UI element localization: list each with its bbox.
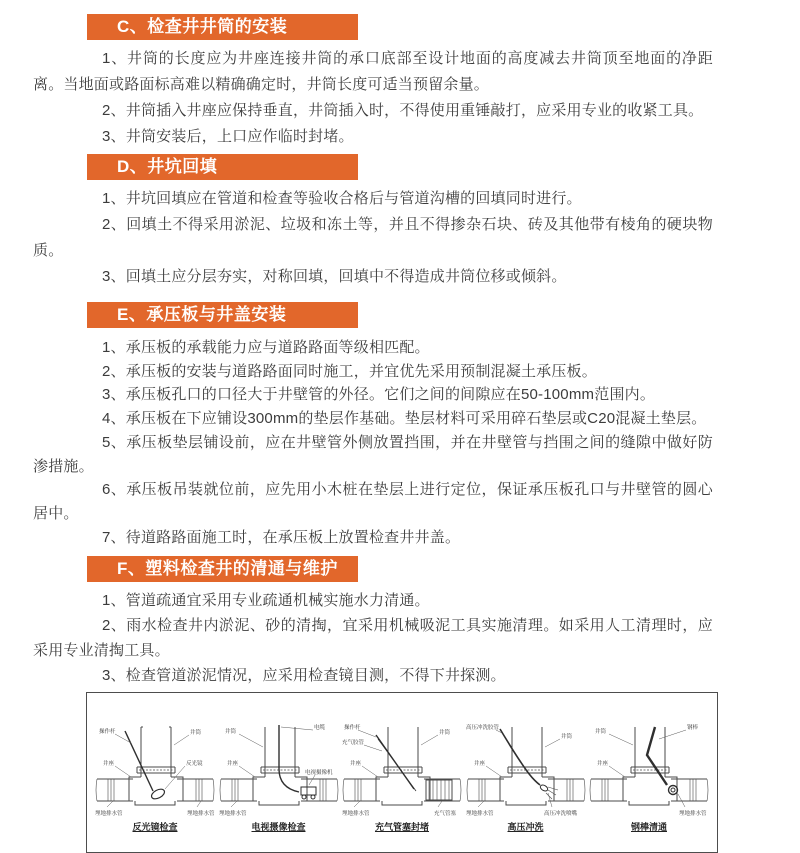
section-d-title: D、井坑回填 [117,157,218,176]
section-f-item-2: 2、雨水检查井内淤泥、砂的清掏，宜采用机械吸泥工具实施清理。如采用人工清理时，应采用专业清掏工具。 [33,617,713,660]
diagram-label: 高压冲洗喷嘴 [543,811,577,818]
diagram-label: 埋地排水管 [679,811,707,818]
mirror-inspection-drawing [95,717,215,819]
diagram-label: 井筒 [560,734,572,741]
diagram-label: 钢棒 [687,725,699,732]
diagram-label: 井座 [473,761,485,768]
diagram-label: 井座 [350,761,362,768]
diagram-label: 电缆 [313,725,325,732]
diagram-air-plug-sealing [342,717,462,833]
section-d-item-3: 3、回填土应分层夯实，对称回填，回填中不得造成井筒位移或倾斜。 [102,268,567,285]
section-f-item-1: 1、管道疏通宜采用专业疏通机械实施水力清通。 [102,592,430,610]
diagram-label: 井座 [597,761,609,768]
section-d-item-1: 1、井坑回填应在管道和检查等验收合格后与管道沟槽的回填同时进行。 [102,190,582,207]
diagram-label: 井座 [226,761,238,768]
diagram-label: 操作杆 [344,725,361,732]
tv-camera-inspection-drawing [219,717,339,819]
steel-rod-clearing-drawing [589,717,709,819]
air-plug-sealing-drawing [342,717,462,819]
diagram-caption: 充气管塞封堵 [374,822,429,833]
section-c-body [33,46,713,150]
diagram-high-pressure-flushing [466,717,586,833]
section-c-item-2: 2、井筒插入井座应保持垂直，井筒插入时，不得使用重锤敲打，应采用专业的收紧工具。 [102,102,704,119]
diagram-label: 充气管塞 [434,811,457,818]
section-d-item-2: 2、回填土不得采用淤泥、垃圾和冻土等，并且不得掺杂石块、砖及其他带有棱角的硬块物质。 [33,216,713,259]
diagram-label: 井筒 [190,730,202,737]
document-content [33,14,713,853]
section-f-body [33,588,713,688]
section-e-item-5: 5、承压板垫层铺设前，应在井壁管外侧放置挡围，并在井壁管与挡围之间的缝隙中做好防渗措施。 [33,433,713,475]
diagram-label: 操作杆 [99,729,116,736]
diagram-label: 埋地排水管 [218,811,247,818]
diagram-caption: 高压冲洗 [507,822,544,833]
maintenance-methods-figure [86,692,718,853]
diagram-caption: 电视摄像检查 [251,822,306,833]
high-pressure-flushing-drawing [466,717,586,819]
section-c-item-1: 1、井筒的长度应为井座连接井筒的承口底部至设计地面的高度减去井筒顶至地面的净距离。当地面或路面标高难以精确确定时，井筒长度可适当预留余量。 [33,50,713,93]
diagram-label: 井座 [103,761,115,768]
section-c-title: C、检查井井筒的安装 [117,17,288,36]
diagram-steel-rod-clearing [589,717,709,833]
diagram-label: 电视摄像机 [304,770,333,777]
section-c-header [87,14,358,40]
diagram-label: 充气胶管 [342,740,365,747]
section-e-body [33,336,713,549]
diagram-label: 埋地排水管 [95,811,123,818]
document-page [0,14,800,852]
section-e-header [87,302,358,328]
diagram-label: 埋地排水管 [187,811,215,818]
diagram-label: 井筒 [224,729,236,736]
section-e-item-3: 3、承压板孔口的口径大于井壁管的外径。它们之间的间隙应在50-100mm范围内。 [102,386,656,404]
diagram-caption: 反光镜检查 [132,822,178,833]
diagram-caption: 钢棒清通 [630,822,667,833]
section-c-item-3: 3、井筒安装后，上口应作临时封堵。 [102,128,354,145]
section-f-title: F、塑料检查井的清通与维护 [117,559,338,579]
section-e-item-2: 2、承压板的安装与道路路面同时施工，并宜优先采用预制混凝土承压板。 [102,362,597,380]
section-d-header [87,154,358,180]
diagram-label: 井筒 [439,730,451,737]
diagram-label: 反光镜 [186,761,203,768]
diagram-tv-camera-inspection [219,717,339,833]
section-e-item-4: 4、承压板在下应铺设300mm的垫层作基础。垫层材料可采用碎石垫层或C20混凝土垫层。 [102,410,707,428]
section-f-item-3: 3、检查管道淤泥情况，应采用检查镜目测，不得下井探测。 [102,667,506,685]
diagram-label: 井筒 [595,729,607,736]
section-d-body [33,186,713,290]
diagram-label: 埋地排水管 [465,811,494,818]
section-e-item-6: 6、承压板吊装就位前，应先用小木桩在垫层上进行定位，保证承压板孔口与井壁管的圆心居中。 [33,481,713,522]
section-e-item-1: 1、承压板的承载能力应与道路路面等级相匹配。 [102,339,430,356]
diagram-label: 高压冲洗胶管 [465,725,499,732]
section-e-title: E、承压板与井盖安装 [117,305,287,324]
diagram-label: 埋地排水管 [342,811,370,818]
section-e-item-7: 7、待道路路面施工时，在承压板上放置检查井井盖。 [102,528,461,546]
section-f-header [87,556,358,582]
diagram-mirror-inspection [95,717,215,833]
